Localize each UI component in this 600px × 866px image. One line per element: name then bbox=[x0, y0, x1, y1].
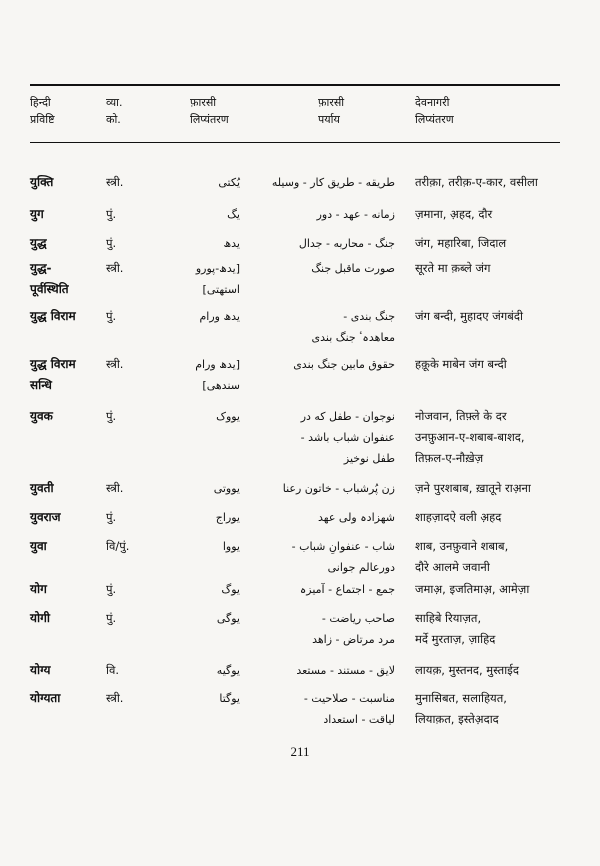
entry-grammar: पुं. bbox=[106, 582, 117, 596]
entry-persian-transliteration: یووتی bbox=[213, 482, 240, 495]
entry-devanagari-transliteration: जंग बन्दी, मुहादए जंगबंदी bbox=[415, 309, 523, 323]
page-number: 211 bbox=[290, 744, 310, 759]
entry-grammar: पुं. bbox=[106, 409, 117, 423]
entry-headword: युवराज bbox=[30, 510, 61, 524]
entry-headword: योग bbox=[30, 582, 47, 596]
entry-devanagari-transliteration: शाब, उनफ़ुवाने शबाब, दौरे आलमे जवानी bbox=[415, 539, 509, 574]
entry-devanagari-transliteration: जमाअ़, इजतिमाअ़, आमेज़ा bbox=[415, 582, 530, 596]
entry-grammar: वि. bbox=[106, 663, 120, 677]
entry-devanagari-transliteration: ज़माना, अ़हद, दौर bbox=[415, 207, 493, 221]
entry-persian-synonym: جنگ - محاربه - جدال bbox=[298, 237, 395, 250]
entry-persian-transliteration: یگ bbox=[227, 208, 240, 221]
entry-persian-synonym: شهزادہ ولی عهد bbox=[318, 511, 395, 524]
entry-persian-synonym: حقوق مابین جنگ بندی bbox=[293, 358, 395, 371]
entry-headword: युद्ध विराम bbox=[30, 309, 76, 323]
entry-persian-transliteration: یُکتی bbox=[218, 176, 240, 189]
entry-persian-transliteration: یووک bbox=[216, 410, 240, 423]
entry-devanagari-transliteration: सूरते मा क़ब्ले जंग bbox=[415, 261, 491, 275]
entry-grammar: पुं. bbox=[106, 611, 117, 625]
entry-persian-synonym: زن پُرشباب - خاتون رعنا bbox=[282, 482, 395, 495]
entry-grammar: स्त्री. bbox=[106, 357, 124, 371]
entry-devanagari-transliteration: ज़ने पुरशबाब, ख़ातूने राअ़ना bbox=[415, 481, 531, 495]
entry-headword: युद्ध bbox=[30, 236, 47, 250]
header-hindi-entry: हिन्दी प्रविष्टि bbox=[30, 96, 55, 126]
header-persian-transliteration: फ़ारसी लिप्यंतरण bbox=[190, 96, 229, 126]
entry-grammar: वि/पुं. bbox=[106, 539, 130, 553]
entry-persian-synonym: مناسبت - صلاحیت - لیاقت - استعداد bbox=[303, 692, 395, 726]
entry-devanagari-transliteration: लायक़, मुस्तनद, मुस्ताईद bbox=[415, 663, 519, 677]
entry-persian-synonym: شاب - عنفوانِ شباب - دورعالم جوانی bbox=[291, 540, 395, 574]
entry-persian-synonym: طریقه - طریق کار - وسیله bbox=[271, 176, 395, 189]
entry-headword: युक्ति bbox=[30, 175, 54, 189]
entry-persian-transliteration: یوگیه bbox=[216, 664, 240, 677]
entry-devanagari-transliteration: तरीक़ा, तरीक़-ए-कार, वसीला bbox=[415, 175, 538, 189]
header-persian-synonym: फ़ारसी पर्याय bbox=[318, 96, 345, 126]
entry-devanagari-transliteration: नोजवान, तिफ़्ले के दर उनफ़ुआन-ए-शबाब-बाशद, तिफ़ल-ए-नौख़ेज़ bbox=[415, 409, 525, 465]
entry-devanagari-transliteration: जंग, महारिबा, जिदाल bbox=[415, 236, 507, 250]
header-grammar: व्या. को. bbox=[106, 96, 123, 126]
entry-persian-transliteration: [یدھ ورام سندهی] bbox=[195, 358, 240, 392]
entry-headword: युवक bbox=[30, 409, 53, 423]
entry-headword: युग bbox=[30, 207, 44, 221]
entry-persian-synonym: صورت ماقبل جنگ bbox=[311, 262, 395, 275]
entry-persian-synonym: لایق - مستند - مستعد bbox=[296, 664, 395, 677]
entry-devanagari-transliteration: मुनासिबत, सलाहियत, लियाक़त, इस्तेअ़दाद bbox=[415, 691, 507, 726]
entry-grammar: स्त्री. bbox=[106, 261, 124, 275]
entry-persian-transliteration: یوگی bbox=[216, 612, 240, 625]
header-rule bbox=[30, 142, 560, 143]
top-rule bbox=[30, 84, 560, 86]
entry-headword: युद्ध- पूर्वस्थिति bbox=[30, 261, 69, 296]
entry-grammar: स्त्री. bbox=[106, 175, 124, 189]
entry-devanagari-transliteration: हक़ूके माबेन जंग बन्दी bbox=[415, 357, 507, 371]
entry-persian-transliteration: [یدھ-پورو استهتی] bbox=[195, 262, 240, 296]
entry-headword: योग्यता bbox=[30, 691, 61, 705]
entry-persian-transliteration: یوگتا bbox=[219, 692, 240, 705]
entry-persian-synonym: نوجوان - طفل که در عنفوان شباب باشد - طفل نوخیز bbox=[300, 410, 395, 465]
entry-grammar: पुं. bbox=[106, 309, 117, 323]
entry-headword: युवती bbox=[30, 481, 54, 495]
entry-devanagari-transliteration: साहिबे रियाज़त, मर्दे मुरताज़, ज़ाहिद bbox=[415, 611, 496, 646]
entry-devanagari-transliteration: शाहज़ादऐ वली अ़हद bbox=[415, 510, 502, 524]
entry-persian-transliteration: یدھ bbox=[223, 237, 240, 250]
entry-grammar: पुं. bbox=[106, 207, 117, 221]
entry-persian-synonym: جمع - اجتماع - آمیزہ bbox=[299, 583, 395, 596]
entry-headword: योगी bbox=[30, 611, 50, 625]
entry-persian-transliteration: یووا bbox=[222, 540, 240, 553]
entry-grammar: स्त्री. bbox=[106, 481, 124, 495]
header-devanagari-transliteration: देवनागरी लिप्यंतरण bbox=[415, 96, 454, 126]
entry-persian-transliteration: یوراج bbox=[215, 511, 240, 524]
entry-persian-synonym: جنگ بندی - معاهدہٴ جنگ بندی bbox=[311, 310, 395, 344]
entry-persian-transliteration: یدھ ورام bbox=[199, 310, 240, 323]
entry-persian-transliteration: یوگ bbox=[221, 583, 240, 596]
entry-headword: युवा bbox=[30, 539, 47, 553]
entry-grammar: स्त्री. bbox=[106, 691, 124, 705]
entry-headword: योग्य bbox=[30, 663, 51, 677]
entry-persian-synonym: صاحب ریاضت - مرد مرتاض - زاهد bbox=[312, 612, 395, 646]
entry-grammar: पुं. bbox=[106, 236, 117, 250]
entry-persian-synonym: زمانه - عهد - دور bbox=[316, 208, 395, 221]
entry-headword: युद्ध विराम सन्धि bbox=[30, 357, 76, 392]
entry-grammar: पुं. bbox=[106, 510, 117, 524]
